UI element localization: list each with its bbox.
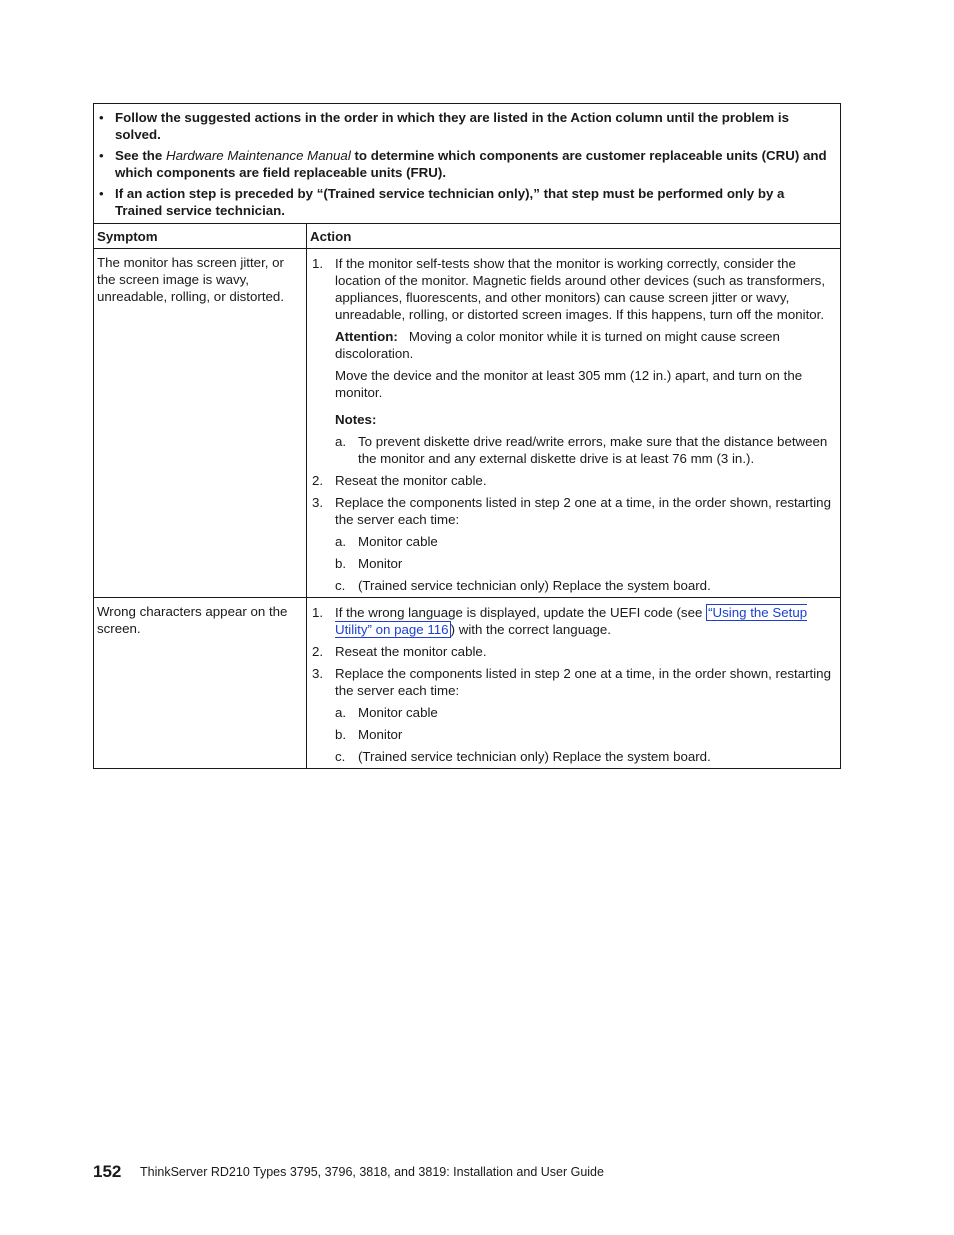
sub-item — [335, 704, 834, 721]
manual-title: Hardware Maintenance Manual — [166, 148, 351, 163]
note-item — [335, 433, 834, 467]
step-text: Move the device and the monitor at least 305 mm (12 in.) apart, and turn on the monitor. — [335, 368, 803, 400]
symptom-header: Symptom — [94, 224, 307, 249]
step-text: ) with the correct language. — [450, 622, 611, 637]
setup-utility-link[interactable]: “Using the Setup Utility” on page 116 — [335, 605, 808, 637]
step-text: Reseat the monitor cable. — [335, 473, 487, 488]
troubleshooting-table — [93, 103, 841, 769]
action-step — [311, 665, 834, 765]
item-text: Monitor cable — [358, 534, 438, 549]
sub-item — [335, 555, 834, 572]
item-letter: a. — [335, 434, 347, 449]
item-letter: b. — [335, 556, 347, 571]
action-cell — [307, 249, 841, 598]
sub-item — [335, 748, 834, 765]
notes-row — [94, 104, 841, 224]
action-step — [311, 472, 834, 489]
item-text: Monitor — [358, 727, 403, 742]
action-step — [311, 643, 834, 660]
action-header: Action — [307, 224, 841, 249]
sub-item — [335, 577, 834, 594]
attention-text: Moving a color monitor while it is turned on might cause screen discoloration. — [335, 329, 780, 361]
sub-item — [335, 533, 834, 550]
notes-heading: Notes: — [335, 412, 377, 427]
header-row — [94, 224, 841, 249]
note-bullet — [98, 147, 834, 181]
item-text: To prevent diskette drive read/write errors, make sure that the distance between the monitor and any external diskette drive is at least 76 mm (3 in.). — [358, 434, 828, 466]
book-title: ThinkServer RD210 Types 3795, 3796, 3818, and 3819: Installation and User Guide — [140, 1165, 604, 1179]
step-number: 2. — [312, 644, 324, 659]
step-number: 3. — [312, 666, 324, 681]
step-number: 1. — [312, 605, 324, 620]
note-bullet — [98, 109, 834, 143]
note-text: If an action step is preceded by “(Trained service technician only),” that step must be performed only by a Trained service technician. — [115, 186, 785, 218]
step-number: 1. — [312, 256, 324, 271]
step-text: Replace the components listed in step 2 one at a time, in the order shown, restarting the server each time: — [335, 495, 831, 527]
step-text: Reseat the monitor cable. — [335, 644, 487, 659]
item-text: Monitor — [358, 556, 403, 571]
item-letter: c. — [335, 578, 346, 593]
note-text: to determine which components are customer replaceable units (CRU) and which components are field replaceable units (FRU). — [115, 148, 827, 180]
note-bullet — [98, 185, 834, 219]
attention-paragraph — [335, 328, 834, 362]
symptom-cell: Wrong characters appear on the screen. — [94, 598, 307, 769]
step-number: 2. — [312, 473, 324, 488]
note-text: See the — [115, 148, 166, 163]
notes-cell — [94, 104, 841, 224]
step-text: If the wrong language is displayed, update the UEFI code (see — [335, 605, 707, 620]
item-text: Monitor cable — [358, 705, 438, 720]
item-letter: a. — [335, 705, 347, 720]
step-text: If the monitor self-tests show that the monitor is working correctly, consider the location of the monitor. Magnetic fields around other devices (such as transformers, appliances, fluorescents, and other monitors) can cause screen jitter or wavy, unreadable, rolling, or distorted screen images. If this happens, turn off the monitor. — [335, 256, 826, 322]
bullet-icon: • — [99, 110, 104, 125]
bullet-icon: • — [99, 148, 104, 163]
action-step — [311, 604, 834, 638]
note-text: Follow the suggested actions in the order in which they are listed in the Action column until the problem is solved. — [115, 110, 790, 142]
item-text: (Trained service technician only) Replace the system board. — [358, 749, 711, 764]
action-step — [311, 255, 834, 467]
action-cell — [307, 598, 841, 769]
table-row — [94, 598, 841, 769]
action-step — [311, 494, 834, 594]
item-letter: a. — [335, 534, 347, 549]
attention-label: Attention: — [335, 329, 398, 344]
symptom-cell: The monitor has screen jitter, or the screen image is wavy, unreadable, rolling, or distorted. — [94, 249, 307, 598]
sub-item — [335, 726, 834, 743]
item-letter: b. — [335, 727, 347, 742]
page-number: 152 — [93, 1162, 122, 1181]
step-number: 3. — [312, 495, 324, 510]
step-text: Replace the components listed in step 2 one at a time, in the order shown, restarting the server each time: — [335, 666, 831, 698]
item-letter: c. — [335, 749, 346, 764]
table-row — [94, 249, 841, 598]
bullet-icon: • — [99, 186, 104, 201]
item-text: (Trained service technician only) Replace the system board. — [358, 578, 711, 593]
